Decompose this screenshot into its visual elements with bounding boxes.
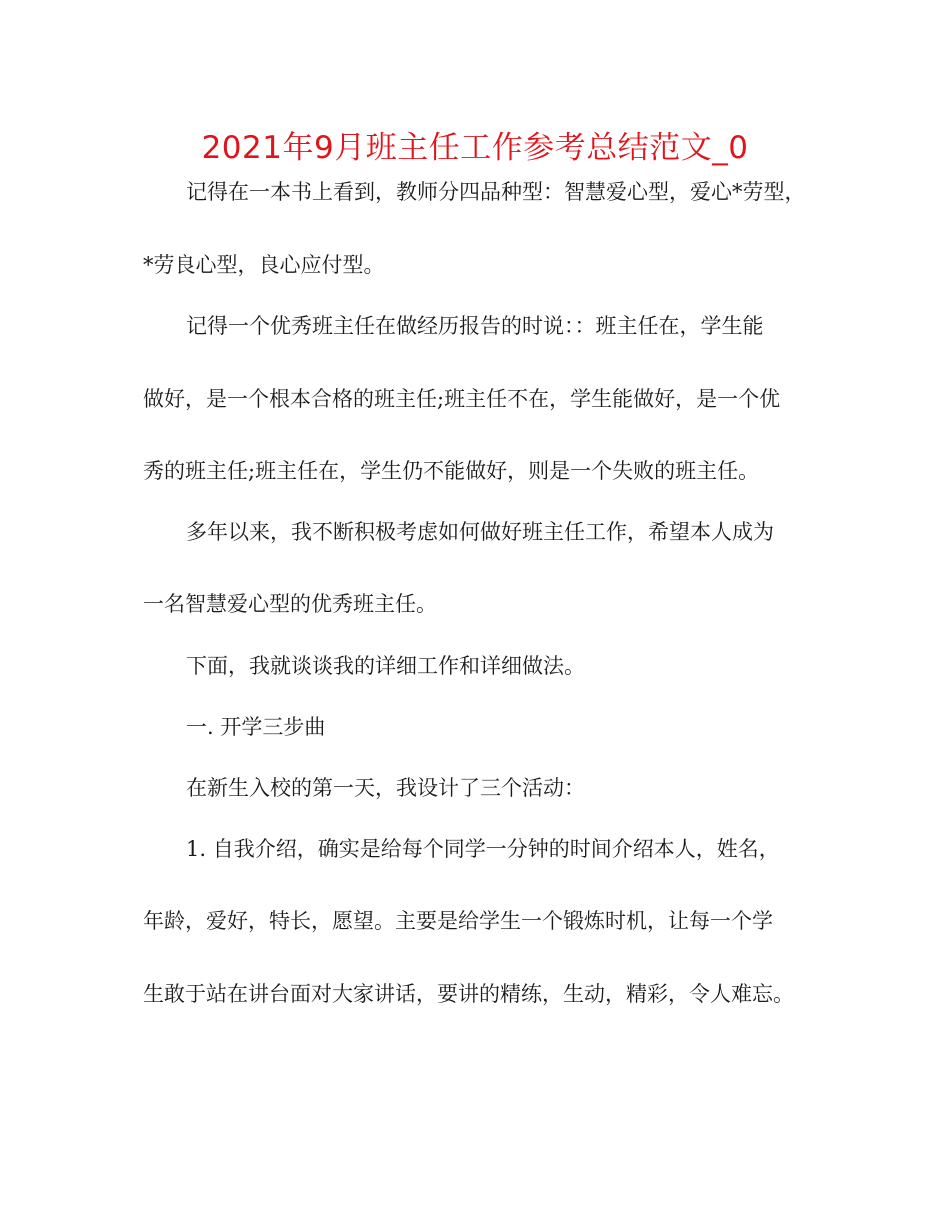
paragraph-line: 秀的班主任;班主任在，学生仍不能做好，则是一个失败的班主任。 [143, 459, 760, 483]
section-heading: 一. 开学三步曲 [186, 715, 326, 739]
paragraph-line: 记得一个优秀班主任在做经历报告的时说：：班主任在，学生能 [186, 314, 764, 338]
paragraph-line: 年龄，爱好，特长，愿望。主要是给学生一个锻炼时机，让每一个学 [143, 909, 773, 933]
paragraph-line: 做好，是一个根本合格的班主任;班主任不在，学生能做好，是一个优 [143, 387, 781, 411]
paragraph-line: 生敢于站在讲台面对大家讲话，要讲的精练，生动，精彩，令人难忘。 [143, 982, 794, 1006]
paragraph-line: 下面，我就谈谈我的详细工作和详细做法。 [186, 654, 585, 678]
paragraph-line: 一名智慧爱心型的优秀班主任。 [143, 592, 437, 616]
document-title: 2021年9月班主任工作参考总结范文_0 [201, 130, 749, 166]
paragraph-line: 记得在一本书上看到，教师分四品种型：智慧爱心型，爱心*劳型， [186, 180, 806, 204]
paragraph-line: *劳良心型，良心应付型。 [143, 253, 385, 277]
paragraph-line: 1. 自我介绍，确实是给每个同学一分钟的时间介绍本人，姓名， [186, 837, 780, 861]
paragraph-line: 在新生入校的第一天，我设计了三个活动： [186, 776, 585, 800]
paragraph-line: 多年以来，我不断积极考虑如何做好班主任工作，希望本人成为 [186, 520, 774, 544]
